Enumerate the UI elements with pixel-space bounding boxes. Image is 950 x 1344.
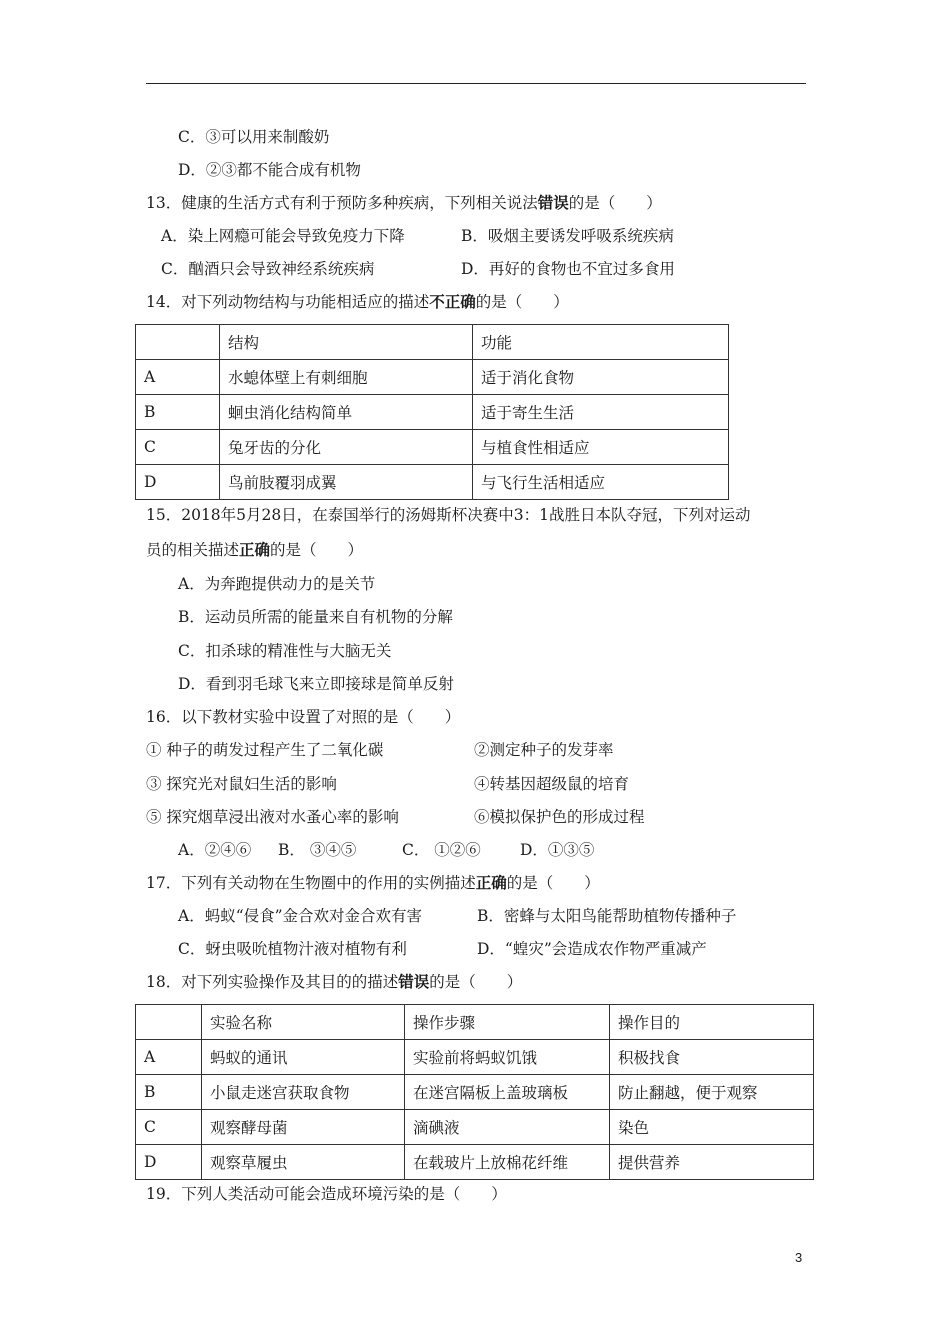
table-row xyxy=(136,1040,814,1075)
table-row xyxy=(136,1075,814,1110)
table-cell: 滴碘液 xyxy=(405,1110,610,1145)
q18-stem-text-b: 的是（ ） xyxy=(429,973,523,991)
table-cell: 适于寄生生活 xyxy=(473,395,729,430)
header-rule xyxy=(146,83,806,84)
q15-option-a: A．为奔跑提供动力的是关节 xyxy=(178,575,376,593)
q15-stem-line1: 15．2018年5月28日，在泰国举行的汤姆斯杯决赛中3：1战胜日本队夺冠，下列对运动 xyxy=(146,506,751,524)
q14-stem-text-a: 14．对下列动物结构与功能相适应的描述 xyxy=(146,293,430,311)
q16-option-d: D．①③⑤ xyxy=(520,841,595,859)
q17-stem-text-a: 17．下列有关动物在生物圈中的作用的实例描述 xyxy=(146,874,476,892)
table-cell: A xyxy=(136,360,220,395)
table-header-cell xyxy=(136,1005,202,1040)
table-header-row xyxy=(136,325,729,360)
q16-item-5: ⑤ 探究烟草浸出液对水蚤心率的影响 xyxy=(146,808,399,826)
q13-option-c: C．酗酒只会导致神经系统疾病 xyxy=(161,260,375,278)
table-cell: 实验前将蚂蚁饥饿 xyxy=(405,1040,610,1075)
q16-item-2: ②测定种子的发芽率 xyxy=(474,741,614,759)
q17-option-c: C．蚜虫吸吮植物汁液对植物有利 xyxy=(178,940,407,958)
q16-item-1: ① 种子的萌发过程产生了二氧化碳 xyxy=(146,741,384,759)
table-cell: 与飞行生活相适应 xyxy=(473,465,729,500)
q18-stem-emphasis: 错误 xyxy=(398,972,430,991)
q15-stem-text-b: 的是（ ） xyxy=(270,541,364,559)
q18-stem-text-a: 18．对下列实验操作及其目的的描述 xyxy=(146,973,399,991)
table-row xyxy=(136,360,729,395)
q15-stem-line2 xyxy=(146,540,363,560)
q16-item-4: ④转基因超级鼠的培育 xyxy=(474,775,630,793)
q13-stem-text-b: 的是（ ） xyxy=(568,194,662,212)
q13-option-d: D．再好的食物也不宜过多食用 xyxy=(461,260,675,278)
q12-option-c: C．③可以用来制酸奶 xyxy=(178,128,330,146)
table-cell: B xyxy=(136,395,220,430)
table-row xyxy=(136,465,729,500)
q15-option-c: C．扣杀球的精准性与大脑无关 xyxy=(178,642,392,660)
q16-item-3: ③ 探究光对鼠妇生活的影响 xyxy=(146,775,337,793)
table-cell: 水螅体壁上有刺细胞 xyxy=(220,360,473,395)
q14-table xyxy=(135,324,729,500)
table-cell: B xyxy=(136,1075,202,1110)
table-cell: 防止翻越，便于观察 xyxy=(610,1075,814,1110)
q13-stem xyxy=(146,193,662,213)
q13-option-b: B．吸烟主要诱发呼吸系统疾病 xyxy=(461,227,674,245)
q13-stem-emphasis: 错误 xyxy=(537,193,569,212)
q13-option-a: A．染上网瘾可能会导致免疫力下降 xyxy=(161,227,405,245)
table-header-row xyxy=(136,1005,814,1040)
table-cell: 染色 xyxy=(610,1110,814,1145)
table-header-cell: 结构 xyxy=(220,325,473,360)
q16-option-b: B． ③④⑤ xyxy=(278,841,357,859)
q13-stem-text-a: 13．健康的生活方式有利于预防多种疾病，下列相关说法 xyxy=(146,194,538,212)
table-cell: 蛔虫消化结构简单 xyxy=(220,395,473,430)
table-row xyxy=(136,395,729,430)
q18-stem xyxy=(146,972,522,992)
table-row xyxy=(136,1110,814,1145)
q15-stem-emphasis: 正确 xyxy=(239,540,271,559)
table-header-cell: 操作目的 xyxy=(610,1005,814,1040)
table-cell: 在载玻片上放棉花纤维 xyxy=(405,1145,610,1180)
q16-option-c: C． ①②⑥ xyxy=(402,841,481,859)
table-cell: C xyxy=(136,430,220,465)
table-cell: 与植食性相适应 xyxy=(473,430,729,465)
q15-option-b: B．运动员所需的能量来自有机物的分解 xyxy=(178,608,453,626)
q14-stem xyxy=(146,292,569,312)
q15-stem-text-a: 员的相关描述 xyxy=(146,541,240,559)
q16-item-6: ⑥模拟保护色的形成过程 xyxy=(474,808,645,826)
q16-stem: 16．以下教材实验中设置了对照的是（ ） xyxy=(146,708,461,726)
q17-stem xyxy=(146,873,600,893)
table-cell: 兔牙齿的分化 xyxy=(220,430,473,465)
q18-table xyxy=(135,1004,814,1180)
table-header-cell: 操作步骤 xyxy=(405,1005,610,1040)
q19-stem: 19．下列人类活动可能会造成环境污染的是（ ） xyxy=(146,1185,507,1203)
table-cell: 观察草履虫 xyxy=(202,1145,405,1180)
table-header-cell: 功能 xyxy=(473,325,729,360)
q17-option-b: B．密蜂与太阳鸟能帮助植物传播种子 xyxy=(477,907,737,925)
table-cell: 鸟前肢覆羽成翼 xyxy=(220,465,473,500)
q17-option-a: A．蚂蚁“侵食”金合欢对金合欢有害 xyxy=(178,907,423,925)
table-cell: 提供营养 xyxy=(610,1145,814,1180)
table-cell: 蚂蚁的通讯 xyxy=(202,1040,405,1075)
table-header-cell: 实验名称 xyxy=(202,1005,405,1040)
q15-option-d: D．看到羽毛球飞来立即接球是简单反射 xyxy=(178,675,454,693)
page-number: 3 xyxy=(795,1250,803,1265)
q17-stem-text-b: 的是（ ） xyxy=(506,874,600,892)
q17-stem-emphasis: 正确 xyxy=(475,873,507,892)
table-row xyxy=(136,430,729,465)
q12-option-d: D．②③都不能合成有机物 xyxy=(178,161,361,179)
table-cell: D xyxy=(136,1145,202,1180)
q16-option-a: A．②④⑥ xyxy=(178,841,252,859)
q14-stem-emphasis: 不正确 xyxy=(429,292,476,311)
table-cell: 适于消化食物 xyxy=(473,360,729,395)
table-cell: 小鼠走迷宫获取食物 xyxy=(202,1075,405,1110)
table-cell: 观察酵母菌 xyxy=(202,1110,405,1145)
table-cell: 在迷宫隔板上盖玻璃板 xyxy=(405,1075,610,1110)
q14-stem-text-b: 的是（ ） xyxy=(475,293,569,311)
table-header-cell xyxy=(136,325,220,360)
table-cell: D xyxy=(136,465,220,500)
q17-option-d: D．“蝗灾”会造成农作物严重减产 xyxy=(477,940,707,958)
table-cell: C xyxy=(136,1110,202,1145)
table-cell: A xyxy=(136,1040,202,1075)
table-cell: 积极找食 xyxy=(610,1040,814,1075)
table-row xyxy=(136,1145,814,1180)
